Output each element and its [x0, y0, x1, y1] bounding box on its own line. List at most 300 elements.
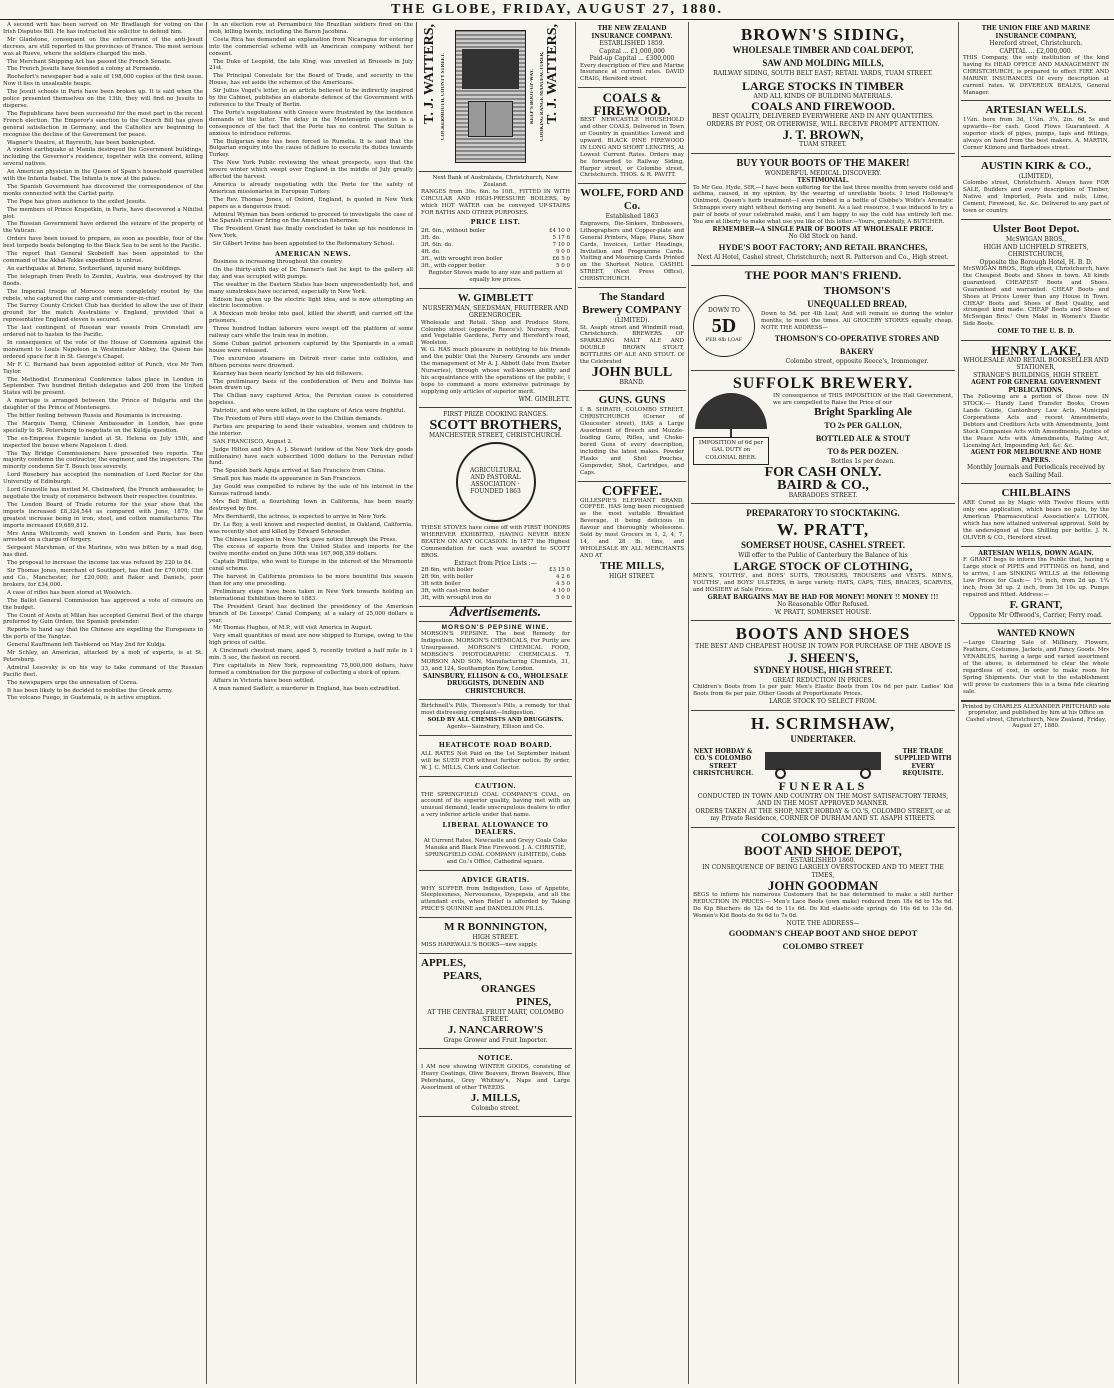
scrimshaw-title: H. SCRIMSHAW, — [750, 713, 896, 733]
emblem-text: AGRICULTURAL AND PASTORAL ASSOCIATION · FOUNDED 1863 — [469, 467, 522, 495]
lake-melbourne: AGENT FOR MELBOURNE AND HOME PAPERS. — [970, 449, 1102, 464]
heathcote-title: HEATHCOTE ROAD BOARD. — [438, 741, 553, 749]
news-paragraph: The harvest in California promises to be more bountiful this season than for any one preceding. — [209, 574, 413, 587]
news-paragraph: A man named Sadleir, a murderer in England, has been extradited. — [213, 685, 401, 692]
news-paragraph: General Kauffmann left Tashkend on May 2nd for Kuldja. — [7, 642, 167, 649]
price-list-title: PRICE LIST. — [470, 218, 521, 227]
printer-imprint: Printed by CHARLES ALEXANDER PRITCHARD sole proprietor, and published by him at his Office on Cashel street, Christchurch, New Zealand, Friday, August 27, 1880. — [961, 701, 1111, 730]
goodman-note: NOTE THE ADDRESS— — [786, 919, 860, 927]
price-value: 9 0 0 — [556, 249, 570, 256]
bull-title: JOHN BULL — [591, 364, 673, 380]
union-body: THIS Company, the only institution of the kind having its HEAD OFFICE AND MANAGEMENT IN CHRISTCHURCH, is prepared to effect FIRE AND MARINE INSURANCES Of every description at current rates. W. DEVEREUX BEALES, General Manager. — [963, 55, 1109, 96]
ulster-body: McSWIGAN BROS., High street, Christchurch, have the Cheapest Boots and Shoes in town. All kinds guaranteed. CHEAPEST Boots and Shoes. Guaranteed and warranted. CHEAP Boots and Shoes at Prices Lower than any House in Town. CHEAP Boots and Shoes of Best Quality, and strongest kind made. CHEAP Boots and Shoes of McSwigan Bros.' Own Make in Women's Elastic Side Boots. — [963, 266, 1109, 328]
masthead: THE GLOBE, FRIDAY, AUGUST 27, 1880. — [0, 0, 1114, 20]
news-paragraph: The Principal Consulate for the Board of Trade, and security in the House, has set aside the schemes of the Americans. — [209, 73, 413, 87]
watters-vert-sub: COCKERMOUTH, COUNTY STREET. — [441, 52, 446, 141]
gimblett-sub2: Wholesale and Retail. Shop and Produce Store, Colombo street (opposite Reece's). Nursery, Fruit, and Vegetable Gardens, Ferry and Hereford's road, Woolston. — [421, 319, 570, 347]
coffee-title: COFFEE. — [601, 483, 663, 499]
chilblains-ad — [961, 484, 1111, 546]
pratt-ad — [691, 504, 955, 621]
thomson-title: THOMSON'S — [823, 285, 891, 298]
advice-ad — [419, 871, 572, 919]
suffolk-doz: TO 8s PER DOZEN. — [827, 447, 899, 457]
brown-large: LARGE STOCKS IN TIMBER — [742, 78, 904, 93]
badge-price: 5D — [711, 314, 737, 337]
grant-sub: Opposite Mr Offwood's, Carrier, Ferry road. — [969, 611, 1103, 619]
brown-large-sub: AND ALL KINDS OF BUILDING MATERIALS. — [753, 92, 893, 100]
pratt-pre: PREPARATORY TO STOCKTAKING. — [746, 508, 900, 519]
news-paragraph: A Mexican mob broke into gaol, killed the sheriff, and carried off the prisoners. — [209, 311, 413, 325]
price-value: 5 17 6 — [552, 235, 570, 242]
brewery-limited: (LIMITED). — [614, 317, 650, 325]
price-value: 4 2 6 — [556, 574, 570, 580]
lake-ad — [961, 341, 1111, 485]
news-paragraph: The Duke of Leopold, the late King, was unveiled at Brussels in July 21st. — [209, 58, 413, 72]
price-item: 3ft., with wrought iron boiler — [421, 255, 503, 262]
news-paragraph: America is already negotiating with the Porte for the safety of American missionaries in European Turkey. — [209, 181, 413, 195]
liberal-title: LIBERAL ALLOWANCE TO DEALERS. — [442, 821, 549, 837]
price-value: 7 10 0 — [552, 242, 570, 249]
funerals-body: CONDUCTED IN TOWN AND COUNTRY ON THE MOST SATISFACTORY TERMS, AND IN THE MOST APPROVED MANNER. — [697, 792, 949, 807]
price-value: £4 10 0 — [549, 228, 570, 235]
news-paragraph: A marriage is arranged between the Prince of Bulgaria and the daughter of the Prince of Montenegro. — [3, 398, 203, 412]
news-paragraph: Mr Schley, an American, attacked by a mob of experts, is at St. Petersburg. — [3, 650, 203, 663]
hyde-boots-ad — [691, 154, 955, 267]
pratt-body: MEN'S, YOUTHS', and BOYS' SUITS, TROUSERS, TROUSERS and VESTS. MEN'S, YOUTHS', and BOYS' ULSTERS, in large variety. HATS, CAPS, TIES, BRACES, SCARVES, and HOSIERY at Sale Prices. — [693, 572, 953, 593]
mills-title-2: THE MILLS, — [599, 559, 665, 572]
scott-pre: FIRST PRIZE COOKING RANGES. — [443, 411, 548, 419]
watters-vert-title-2: T. J. WATTERS, — [545, 24, 560, 124]
news-paragraph: Wagner's theatre, at Bayreuth, has been bankrupted. — [7, 139, 156, 146]
news-paragraph: The Porte's negotiations with Greece were frustrated by the incidence demands of the latter. The delay in the Montenegrin question is a consequence of the fact that the Porte has no control. The Sultan is anxious to introduce reforms. — [209, 109, 413, 137]
news-paragraph: The Ballot General Commission has approved a vote of censure on the budget. — [3, 597, 203, 611]
news-paragraph: An earthquake at Brienz, Switzerland, injured many buildings. — [7, 265, 182, 272]
news-paragraph: Affairs in Victoria have been settled. — [213, 677, 315, 684]
umbrella-illustration — [693, 393, 769, 466]
brewery-body: St. Asaph street and Windmill road, Christchurch. BREWERS OF SPARKLING MALT ALE AND DOUBLE BROWN STOUT, BOTTLERS OF ALE AND STOUT. Of the Celebrated — [580, 324, 684, 366]
news-paragraph: It has been likely to be decided to mobilise the Greek army. — [7, 687, 174, 694]
suffolk-ad — [691, 371, 955, 505]
watters-vert-sub-2: COOKING RANGE MANUFACTURER, — [540, 51, 545, 142]
nz-insurance-ad — [578, 22, 686, 88]
news-paragraph: The Surrey County Cricket Club has decided to allow the use of their ground for the match Australians v England, provided that a representative England eleven is secured. — [3, 303, 203, 324]
news-paragraph: The bitter feeling between Russia and Roumania is increasing. — [7, 413, 183, 420]
price-row — [421, 249, 570, 256]
ulster-ad — [961, 220, 1111, 341]
news-paragraph: Kearney has been nearly lynched by his old followers. — [213, 370, 364, 377]
price-value: 4 5 0 — [556, 580, 570, 587]
nz-capital: Capital ... £1,000,000 — [599, 47, 665, 55]
price-item: 3ft. 6in. do. — [421, 242, 454, 249]
watters-vert-sub-3: KEEP'S BOOT-UP-WAY. — [530, 68, 535, 125]
news-paragraph: The Rev. Thomas Jones, of Oxford, England, is quoted in New York papers as a dangerous fraud. — [209, 196, 413, 210]
column-rule — [958, 22, 959, 1384]
suffolk-bottled: BOTTLED ALE & STOUT — [815, 434, 911, 444]
funerals: FUNERALS — [778, 778, 868, 793]
pratt-sub: SOMERSET HOUSE, CASHEL STREET. — [741, 540, 905, 551]
boots-testimonial: TESTIMONIAL. — [797, 177, 849, 184]
goodman-addr: GOODMAN'S CHEAP BOOT AND SHOE DEPOT — [728, 928, 918, 939]
wanted-title: WANTED KNOWN — [997, 628, 1075, 639]
suffolk-bottles: Bottles 1s per dozen. — [830, 458, 896, 466]
news-paragraph: Reports to hand say that the Chinese are expelling the Europeans in the ports of the Yangtze. — [3, 627, 203, 641]
jt-sub: TUAM STREET. — [799, 141, 847, 148]
coals-title: COALS & FIREWOOD. — [593, 90, 671, 119]
bonnington-sub: HIGH STREET. — [472, 934, 519, 942]
price-row — [421, 256, 570, 263]
brown-coals-sub: BEST QUALITY, DELIVERED EVERYWHERE AND IN ANY QUANTITIES. — [712, 113, 934, 120]
price-item: 2ft 6in, with boiler — [421, 567, 473, 574]
kirk-ad — [961, 157, 1111, 220]
sheen-stock: LARGE STOCK TO SELECT FROM. — [769, 698, 877, 705]
news-paragraph: The Count of Aosta at Milan has accepted General Best of the charge preferred by Guin Orden, the Spanish pretender. — [3, 612, 203, 626]
news-paragraph: The President Grant has declined the presidency of the American branch of De Lesseps' Canal Company, at a salary of 25,000 dollars a year. — [209, 603, 413, 624]
pratt-large: LARGE STOCK OF CLOTHING, — [733, 558, 913, 573]
price-item: 3ft. do. — [421, 235, 441, 242]
thomson-ad — [691, 266, 955, 370]
oranges-label: ORANGES — [481, 982, 536, 995]
mills-sub-2: HIGH STREET. — [609, 572, 655, 580]
news-paragraph: The last contingent of Russian war vessels from Cronstadt are ordered not to hasten to the Pacific. — [3, 325, 203, 339]
sheen-sub: SYDNEY HOUSE, HIGH STREET. — [753, 664, 893, 675]
nz-est: ESTABLISHED 1859. — [599, 40, 665, 47]
watters-ad — [419, 22, 572, 172]
colombo-title2: BOOT AND SHOE DEPOT, — [744, 842, 902, 858]
funerals-orders: ORDERS TAKEN AT THE SHOP, NEXT HOBDAY & CO.'S, COLOMBO STREET, or at my Private Residence, CORNER OF DURHAM AND ST. ASAPH STREETS. — [695, 807, 951, 822]
fruit-mart: AT THE CENTRAL FRUIT MART, COLOMBO STREET. — [427, 1008, 564, 1024]
lake-title: HENRY LAKE, — [991, 342, 1081, 358]
news-paragraph: The excess of exports from the United States and imports for the twelve months ended on June 30th was 167,908,359 dollars. — [209, 544, 413, 558]
apples-label: APPLES, — [421, 956, 466, 969]
coffee-body: GILLESPIE'S ELEPHANT BRAND. COFFEE. HAS long been recognised as the most suitable Breakfast Beverage, it being delicious in flavour and thoroughly wholesome. Sold by most Grocers in 1, 2, 4, 7, 14, and 28 lb. tins, and WHOLESALE BY ALL MERCHANTS AND AT — [580, 497, 684, 559]
price-item: 4ft. do. — [421, 249, 441, 256]
news-paragraph: Orders have been issued to prepare, as soon as possible, four of the best torpedo boats belonging to the Black Sea to be sent to the Pacific. — [3, 236, 203, 250]
ulster-sub2: HIGH AND LICHFIELD STREETS, CHRISTCHURCH, — [983, 243, 1089, 258]
wells-body: F. GRANT begs to inform the Public that, having a Large stock of PIPES and FITTINGS on hand, and to arrive, I am SINKING WELLS at the following Low Prices for Cash:— 1½ inch, from 2d up. 1¾ inch, from 3d up. 2 inch, from 3d 10s up. Pumps repaired and fitted. Address:— — [963, 557, 1109, 598]
news-paragraph: Some Cuban patriot prisoners captured by the Spaniards in a small house were released. — [209, 340, 413, 354]
mills-sub: Colombo street. — [471, 1104, 520, 1112]
brown-orders: ORDERS BY POST, OR OTHERWISE, WILL RECEIVE PROMPT ATTENTION. — [706, 120, 940, 128]
news-paragraph: The volcano Fuego, in Guatemala, is in active eruption. — [7, 695, 162, 702]
coffee-ad — [578, 482, 686, 585]
news-column-2 — [209, 22, 413, 1384]
goodman-ad — [691, 828, 955, 958]
brown-sub2: SAW AND MOLDING MILLS, — [762, 58, 884, 68]
news-paragraph: The newspapers urge the annexation of Corea. — [7, 679, 138, 686]
price-item: 3ft, with wrought iron do — [421, 594, 492, 601]
news-paragraph: The ex-Empress Eugenie landed at St. Helena on July 15th, and inspected the house where Napoleon I. died. — [3, 435, 203, 449]
kirk-title: AUSTIN KIRK & CO., — [980, 159, 1092, 172]
lake-sub: WHOLESALE AND RETAIL BOOKSELLER AND STATIONER, — [963, 356, 1109, 372]
advice-title: ADVICE GRATIS. — [461, 875, 530, 884]
sheen-items: Children's Boots from 1s per pair. Men's Elastic Boots from 10s 6d per pair. Ladies' Kid Boots from 6s per pair. Other Goods at Proportionate Prices. — [693, 684, 953, 698]
artesian-ad — [961, 101, 1111, 157]
boots-title: BUY YOUR BOOTS OF THE MAKER! — [736, 157, 910, 169]
colombo-est: ESTABLISHED 1860. — [790, 856, 856, 864]
news-column-1 — [3, 22, 203, 1384]
price-row — [421, 235, 570, 242]
news-paragraph: Edison has given up the electric light idea, and is now attempting an electric locomotive. — [209, 296, 413, 310]
news-paragraph: A second writ has been served on Mr Bradlaugh for voting on the Irish Disputes Bill. He has instructed his solicitor to defend him. — [3, 22, 203, 35]
colombo-sub: IN CONSEQUENCE OF BEING LARGELY OVERSTOCKED AND TO MEET THE TIMES, — [702, 864, 944, 879]
adv-head: Advertisements. — [449, 604, 542, 620]
artesian-title: ARTESIAN WELLS. — [985, 104, 1087, 117]
nz-title: THE NEW ZEALAND INSURANCE COMPANY. — [591, 25, 673, 40]
umbrella-text: IMPOSITION of 6d per GAL DUTY on COLONIAL BEER. — [693, 437, 769, 466]
advice-body: WHY SUFFER from Indigestion, Loss of Appetite, Sleeplessness, Nervousness, Dyspepsia, and all the attendant evils, when Relief is afforded by Taking PRICE'S QUININE and DANDELION PILLS. — [421, 885, 570, 913]
news-paragraph: Mrs Anna Whitcomb, well known in London and Paris, has been arrested on a charge of forgery. — [3, 530, 203, 544]
news-paragraph: The Merchant Shipping Act has passed the French Senate. — [7, 58, 172, 65]
liberal-body: At Current Rates, Newcastle and Greyy Coals Coke Manuka and Black Pine Firewood. J. A. CHRISTIE, SPRINGFIELD COAL COMPANY (LIMITED), Cobb and Co.'s Office, Cathedral square. — [423, 837, 568, 865]
price-item: 2ft 9in, with boiler — [421, 574, 473, 580]
lake-agent: AGENT FOR GENERAL GOVERNMENT PUBLICATIONS. — [971, 379, 1101, 394]
kirk-body: Colombo street, Christchurch. Always have FOR SALE, Builders and every description of Timber, Native and Imported, Posts and rails, Lime, Cement, Firewood, &c. &c. Delivered to any part of town or country. — [963, 180, 1109, 215]
price-row — [421, 228, 570, 235]
suffolk-title: SUFFOLK BREWERY. — [732, 374, 914, 392]
colombo-title: COLOMBO STREET — [761, 829, 885, 845]
guns-body: I. B. SHRATH, COLOMBO STREET, CHRISTCHURCH (Corner of Gloucester street), HAS a Large Assortment of Breech and Muzzle-loading Guns, Rifles, and Choke-bored Guns of every description, including the latest makes. Powder Flasks and Shot Pouches, Gunpowder, Shot, Cartridges, and Caps. — [580, 407, 684, 476]
brown-ad — [691, 22, 955, 154]
morson-body: MORSON'S PEPSINE. The best Remedy for Indigestion. MORSON'S CHEMICALS, For Purity are Unsurpassed. MORSON'S CHEMICAL FOOD, MORSON'S PHOTOGRAPHIC CHEMICALS. T. MORSON AND SON, Manufacturing Chemists, 31, 33, and 124, Southampton Row, London. — [421, 631, 570, 672]
guns-title: GUNS. GUNS — [598, 394, 666, 407]
range-illustration — [455, 30, 526, 163]
sheen-title: J. SHEEN'S, — [787, 649, 859, 665]
fruit-ad — [419, 954, 572, 1050]
bitters-ad — [419, 700, 572, 736]
news-paragraph: The weather in the Eastern States has been unprecedentedly hot, and many sunstrokes have occurred, especially in New York. — [209, 281, 413, 295]
news-paragraph: Dr. Le Roy, a well known and respected dentist, in Oakland, California, was recently shot and killed by Edward Schroeder. — [209, 521, 413, 535]
union-capital: CAPITAL ... £2,000,000. — [999, 47, 1073, 55]
price-value: 5 0 0 — [556, 262, 570, 269]
news-paragraph: The proposal to increase the income tax was refused by 220 to 84. — [7, 560, 193, 567]
gimblett-body: W. G. HAS much pleasure in notifying to his friends and the public that the Nursery Grounds are under the management of Mr A. J. Abbott (late from Exeter Nurseries), through whose well-known ability and his acquaintance with the operations of the public, I hope to command a more extensive patronage by supplying only articles of superior merit. — [421, 347, 570, 395]
poor-title: THE POOR MAN'S FRIEND. — [744, 268, 902, 283]
union-sub: Hereford street, Christchurch. — [989, 40, 1083, 47]
suffolk-gal: TO 2s PER GALLON, — [824, 421, 902, 431]
boots-addr: Next Al Hotel, Cashel street, Christchurch; next R. Patterson and Co., High street. — [697, 253, 949, 261]
news-paragraph: In an election row at Pernambuco the Brazilian soldiers fired on the mob, killing twenty, including the Baron Jacobina. — [209, 22, 413, 35]
news-paragraph: The Chinese Legation in New York gave notice through the Press. — [213, 536, 397, 543]
wolfe-title: WOLFE, FORD AND Co. — [580, 187, 684, 213]
brown-sub3: RAILWAY SIDING, SOUTH BELT EAST; RETAIL YARDS, TUAM STREET. — [713, 70, 933, 77]
notice-body: I AM now showing WINTER GOODS, consisting of Heavy Coatings, Olive Beavers, Brown Beavers, Blue Petershams, Grey Whitney's, Naps and Large Assortment of other TWEEDS. — [421, 1063, 570, 1091]
column-rule — [575, 22, 576, 1384]
scrimshaw-ad — [691, 711, 955, 828]
brewery-ad — [578, 288, 686, 391]
price-item: 3ft with boiler — [421, 580, 461, 587]
sheen-ad — [691, 621, 955, 710]
price-value: £3 15 0 — [549, 567, 570, 574]
news-paragraph: Mr Thomas Hughes, of M.P., will visit America in August. — [213, 625, 373, 632]
price-item: 3ft., with copper boiler — [421, 262, 486, 269]
coals-ad — [578, 88, 686, 184]
news-paragraph: The Tay Bridge Commissioners have presented two reports. The majority condemn the contractor, the engineer, and the inspectors. The minority condemn Sir T. Bouch less severely. — [3, 450, 203, 471]
goodman-addr2: COLOMBO STREET — [782, 941, 864, 952]
brown-title: BROWN'S SIDING, — [740, 25, 906, 44]
nz-body: Every description of Fire and Marine Insurance at current rates. DAVID CRAIG, Hereford street. — [580, 62, 684, 83]
nancarrow-title: J. NANCARROW'S — [447, 1023, 544, 1036]
ad-column-4 — [578, 22, 686, 1384]
boots-factory: HYDE'S BOOT FACTORY; AND RETAIL BRANCHES, — [718, 241, 928, 252]
suffolk-body: IN consequence of THIS IMPOSITION of the Hall Government, we are compelled to Raise the Price of our — [773, 392, 953, 406]
boots-sub: WONDERFUL MEDICAL DISCOVERY. — [764, 169, 882, 177]
price-value: 5 0 0 — [556, 594, 570, 601]
heathcote-body: ALL RATES Not Paid on the 1st September instant will be SUED FOR without further notice. By order, W. J. C. MILLS, Clerk and Collector. — [421, 750, 570, 771]
news-paragraph: Small pox has made its appearance in San Francisco. — [213, 476, 362, 483]
pratt-sign: W. PRATT, SOMERSET HOUSE. — [774, 608, 872, 616]
association-emblem — [456, 442, 536, 522]
nancarrow-sub: Grape Grower and Fruit Importer. — [443, 1036, 548, 1044]
badge-top: DOWN TO — [708, 307, 740, 315]
goodman-body: BEGS to inform his numerous Customers that he has determined to make a still further REDUCTION IN PRICES:— Men's Lace Boots (own make) reduced from 18s 6d to 15s 6d. Do Kip Bluchers do 12s 6d to 11s 6d. Do Kid elastic-side springs do 16s 6d to 13s 6d. Women's Kid Boots do 9s 6d to 7s 6d. — [693, 892, 953, 919]
news-paragraph: Sir Thomas Jones, merchant of Southport, has filed for £70,000; Cliff and Co., Manchester, for £20,000; and Baker and Daniels, poor brokers, for £34,000. — [3, 568, 203, 588]
come-title: COME TO THE U. B. D. — [997, 328, 1075, 336]
thomson-sub: UNEQUALLED BREAD, — [807, 299, 907, 310]
brown-sub1: WHOLESALE TIMBER AND COAL DEPOT, — [732, 45, 914, 55]
news-paragraph: A violent earthquake at Manila destroyed the Government buildings, including the Governor's residence, together with the convent, killing several natives. — [3, 147, 203, 168]
scott-ad — [419, 408, 572, 607]
ranges-ad — [419, 172, 572, 289]
sainsbury: SAINSBURY, ELLISON & CO., WHOLESALE DRUGGISTS, DUNEDIN AND CHRISTCHURCH. — [423, 672, 568, 695]
caution-title: CAUTION. — [474, 781, 517, 790]
ulster-sub: McSWIGAN BROS., — [1006, 236, 1066, 243]
gimblett-sub: NURSERYMAN, SEEDSMAN, FRUITERER AND GREENGROCER. — [422, 304, 569, 320]
bitters-agents: Agents—Sainsbury, Ellison and Co. — [446, 724, 545, 731]
scrimshaw-left: NEXT HOBDAY & CO.'S COLOMBO STREET CHRISTCHURCH. — [693, 747, 754, 777]
bs-title: BOOTS AND SHOES — [735, 624, 911, 644]
news-paragraph: Lord Granville has invited M. Chelmsford, the French ambassador, to negotiate the treaty of commerce between their respective countries. — [3, 487, 203, 500]
pears-label: PEARS, — [443, 969, 482, 982]
news-paragraph: Admiral Lesovsky is on his way to take command of the Russian Pacific fleet. — [3, 664, 203, 678]
gimblett-ad — [419, 289, 572, 408]
kirk-sub: (LIMITED), — [1018, 172, 1054, 180]
news-paragraph: The Republicans have been successful for the most part in the recent French election. The Emperor's sanction to the Church Bill has given general satisfaction in Germany, and the Catholics are beginning to recognise the decline of the Government for peace. — [3, 110, 203, 138]
news-paragraph: Mrs Bernhardt, the actress, is expected to arrive in New York. — [213, 513, 388, 520]
jt-title: J. T. BROWN, — [782, 127, 864, 142]
scrimshaw-right: THE TRADE SUPPLIED WITH EVERY REQUISITE. — [894, 747, 952, 777]
pratt-no: No Reasonable Offer Refused. — [777, 601, 869, 609]
boots-remember: REMEMBER—A SINGLE PAIR OF BOOTS AT WHOLESALE PRICE. — [712, 225, 934, 233]
wolfe-body: Engravers, Die-Sinkers, Embossers, Lithographers and Copper-plate and General Printers, Maps, Plans, Show Cards, Invoices, Letter Headings, Invitation and Programme Cards. Visiting and Mourning Cards Printed on the Shortest Notice. CASHEL STREET, (Next Press Office), CHRISTCHURCH. — [580, 220, 684, 283]
news-paragraph: The Chilian navy captured Arica, the Peruvian cause is considered hopeless. — [209, 393, 413, 407]
morson-ad — [419, 622, 572, 701]
grant-title: F. GRANT, — [1009, 598, 1063, 611]
grant-ad — [961, 547, 1111, 624]
gimblett-title: W. GIMBLETT — [457, 291, 534, 304]
baird-sub: BARBADOES STREET. — [788, 491, 858, 499]
scrimshaw-sub: UNDERTAKER. — [790, 733, 856, 744]
wolfe-ad — [578, 184, 686, 288]
news-paragraph: Mrs Bell Bluff, a flourishing town in California, has been nearly destroyed by fire. — [209, 499, 413, 512]
news-paragraph: The French Jesuits have founded a colony at Fernando. — [7, 66, 161, 73]
artesian-body: 1¼in. bore from 3d, 1¼in. 3¾, 2in. 6d 5s and upwards—for cash. Good Flows Guaranteed. A superior stock of pipes, pumps, taps and fittings, always on hand from the best makers. A. MARTIN, Corner Kilmore and Barbadoes street. — [963, 117, 1109, 152]
news-paragraph: Preliminary steps have been taken in New York towards holding an International Exhibition there in 1883. — [209, 588, 413, 602]
badge-bottom: PER 4lb LOAF — [705, 336, 743, 343]
news-paragraph: The Bulgarian note has been forced to Rumelia. It is said that the Bulgarian enquiry into the cause of failure to execute its duties towards Turkey. — [209, 138, 413, 159]
coals-body: BEST NEWCASTLE HOUSEHOLD and other COALS, Delivered in Town or Country in quantities Lowest and upward. BLACK PINE FIREWOOD IN LONG AND SHORT LENGTHS, At Lowest Current Rates. Orders may be forwarded to Railway Siding, Harper street, or Colombo street, Christchurch. THOS. & R. PAVITT. — [580, 117, 684, 179]
mills-notice-ad — [419, 1049, 572, 1117]
baird-title: BAIRD & CO., — [777, 477, 869, 493]
column-rule — [688, 22, 689, 1384]
news-paragraph: The Methodist Ecumenical Conference takes place in London in September. Two hundred British delegates and 200 from the United States will be present. — [3, 376, 203, 397]
news-paragraph: Mr Gladstone, consequent on the enforcement of the anti-Jesuit decrees, are still reported in the provinces of France. The most serious was at Rueve, where the soldiers charged the mob. — [3, 36, 203, 57]
lake-sub2: STRANGE'S BUILDINGS, HIGH STREET. — [973, 371, 1099, 379]
bitters-body: Birtchnell's Pills, Thomson's Pills, a remedy for that most distressing complaint—Indigestion. — [421, 703, 570, 717]
wells-title: ARTESIAN WELLS, DOWN AGAIN. — [978, 549, 1094, 557]
price-value: 4 10 0 — [552, 587, 570, 594]
sheen-reduction: GREAT REDUCTION IN PRICES. — [772, 676, 874, 684]
thomson-body: Down to 5d. per 4lb Loaf, And will remain so during the winter months, to meet the times. All GROCERY STORES equally cheap. NOTE THE ADDRESS— — [761, 311, 953, 332]
goodman-title: JOHN GOODMAN — [767, 878, 879, 893]
news-paragraph: The preliminary basis of the confederation of Peru and Bolivia has been drawn up. — [209, 378, 413, 392]
price-row — [421, 588, 570, 595]
pratt-offer: Will offer to the Public of Canterbury the Balance of his — [738, 552, 908, 560]
lake-journals: Monthly Journals and Periodicals received by each Sailing Mail. — [967, 464, 1105, 479]
news-paragraph: A case of rifles has been stored at Woolwich. — [7, 589, 132, 596]
price-item: 2ft. 6in., without boiler — [421, 228, 486, 235]
news-paragraph: The Marquis Tseng, Chinese Ambassador in London, has gone specially to St. Petersburg to negotiate on the Kuldja question. — [3, 420, 203, 434]
price-row — [421, 574, 570, 581]
ad-column-3 — [419, 22, 572, 1384]
news-paragraph: Parties are preparing to send their valuables, women and children to the interior. — [209, 423, 413, 437]
news-paragraph: SAN FRANCISCO, August 2. — [213, 438, 293, 445]
mills-title: J. MILLS, — [470, 1091, 521, 1104]
chil-body: ARE Cured as by Magic with Twelve Hours with only one application, which bears no pain, by the American Pharmaceutical Association's LOTION, which has now attained universal approval. Sold by the undersigned at One Shilling per bottle. J. N. OLIVER & CO., Hereford street. — [963, 500, 1109, 541]
news-paragraph: Sir Gilbert Irvine has been appointed to the Reformatory School. — [213, 241, 395, 248]
column-rule — [206, 22, 207, 1384]
boots-shop: No Old Stock on hand. — [788, 233, 858, 241]
price-item: 3ft, with cast-iron boiler — [421, 587, 489, 594]
news-paragraph: The telegraph from Pesth to Zemlin, Austria, was destroyed by the floods. — [3, 273, 203, 287]
thomson-stores: THOMSON'S CO-OPERATIVE STORES AND BAKERY — [774, 334, 940, 357]
notice-title: NOTICE. — [477, 1054, 514, 1063]
ulster-title: Ulster Boot Depot. — [992, 223, 1080, 235]
pines-label: PINES, — [516, 995, 552, 1008]
bitters-sold: SOLD BY ALL CHEMISTS AND DRUGGISTS. — [427, 717, 564, 724]
scott-title: SCOTT BROTHERS, — [429, 417, 562, 433]
pratt-title: W. PRATT, — [776, 520, 870, 540]
news-paragraph: Sergeant Marshman, of the Marines, who was bitten by a mad dog, has died. — [3, 545, 203, 559]
nz-paid: Paid-up Capital ... £300,000 — [589, 55, 675, 62]
news-paragraph: On the thirty-sixth day of Dr. Tanner's fast he kept to the gallery all day, and was occupied with pumps. — [209, 266, 413, 280]
suffolk-bright: Bright Sparkling Ale — [814, 406, 912, 419]
scott-body: THESE STOVES have come off with FIRST HONORS WHEREVER EXHIBITED, HAVING NEVER BEEN BEATEN ON ANY OCCASION. In 1877 the Highest Commendation for each was awarded to SCOTT BROS. — [421, 525, 570, 559]
price-row — [421, 263, 570, 270]
scott-price-list — [421, 567, 570, 602]
news-paragraph: The Pope has given audience to the exiled Jesuits. — [7, 198, 147, 205]
news-paragraph: Sir Julius Vogel's letter, in an article believed to be indirectly inspired by the Cabinet, publishes an elaborate defence of the Government with reference to the Treaty of Berlin. — [209, 88, 413, 108]
news-paragraph: The Spanish Government has discovered the correspondence of the monks connected with the Carlist party. — [3, 183, 203, 197]
watters-vert-title: T. J. WATTERS, — [421, 24, 437, 124]
cash-only: FOR CASH ONLY. — [764, 464, 882, 480]
column-rule — [416, 22, 417, 1384]
news-paragraph: The Imperial troops of Morocco were completely routed by the rebels, who captured the camp and commander-in-chief. — [3, 288, 203, 302]
news-paragraph: The report that General Skobeleff has been appointed to the command of the Akhal-Tekke expedition is untrue. — [3, 251, 203, 264]
news-paragraph: The members of Prince Krapotkin, in Paris, have discovered a Nihilist plot. — [3, 206, 203, 220]
advertisements-heading — [419, 604, 572, 622]
thomson-addr: Colombo street, opposite Reece's, Ironmonger. — [785, 358, 929, 366]
heathcote-ad — [419, 736, 572, 777]
ad-column-6 — [961, 22, 1111, 1384]
news-paragraph: Two excursion steamers on Detroit river came into collision, and fifteen persons were drowned. — [209, 355, 413, 369]
news-paragraph: Captain Phillips, who went to Europe in the interest of the Miramonte canal scheme. — [209, 559, 413, 573]
guns-ad — [578, 391, 686, 481]
news-paragraph: Fire capitalists in New York, representing 75,000,000 dollars, have formed a combination for the purpose of collecting a stock of opium. — [209, 662, 413, 676]
caution-body: THE SPRINGFIELD COAL COMPANY'S COAL, on account of its superior quality, having met with an unusual demand, leads unscrupulous dealers to offer a very inferior article under that name. — [421, 791, 570, 819]
news-paragraph: Mr F. C. Burnand has been appointed editor of Punch, vice Mr Tom Taylor. — [3, 361, 203, 375]
boots-body: To Mr Geo. Hyde, SIR,—I have been suffering for the last three months from severe cold and asthma, caused, in my opinion, by the wearing of unreliable boots. I tried Holloway's Ointment, Queen's herb treatment—I even rubbed in a bottle of Clobbe's Wolfe's Aromatic Schnapps every night without deriving any benefit. As a last resource, I was induced to try a pair of boots of your celebrated make, and I am happy to say the cold has entirely left me. You are at liberty to make what use you like of this letter.—Yours, gratefully, A BUTCHER. — [693, 184, 953, 226]
news-paragraph: Patriotic, and who were killed, in the capture of Arica were frightful. — [213, 408, 406, 415]
